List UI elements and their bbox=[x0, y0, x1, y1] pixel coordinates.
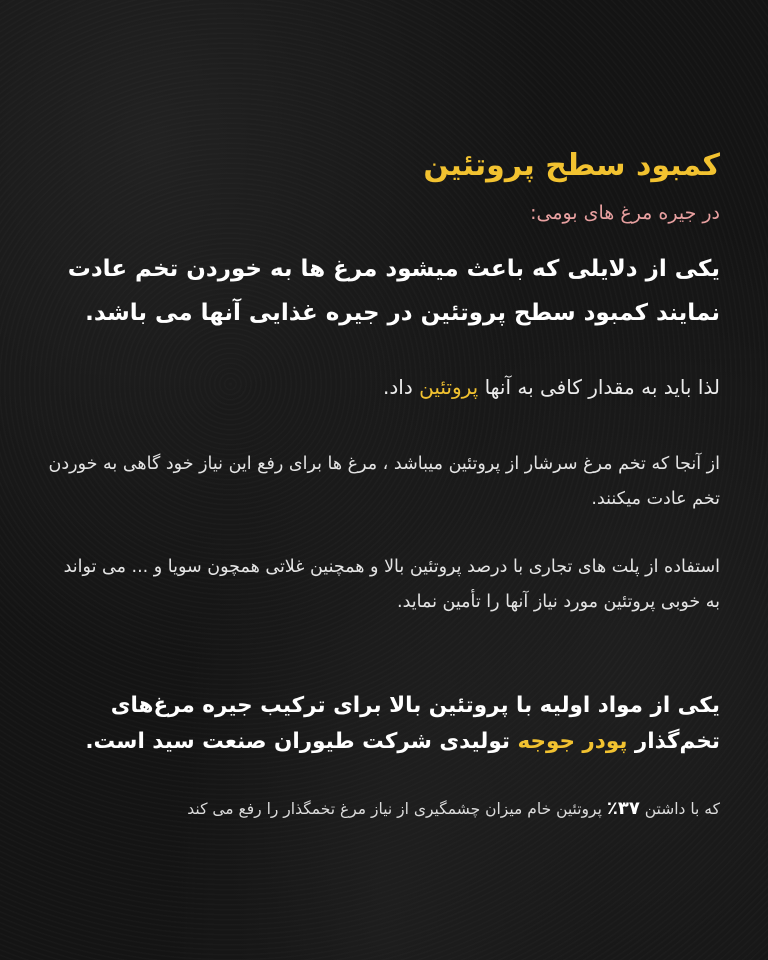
footer-note-before: که با داشتن bbox=[639, 800, 720, 818]
product-highlight: پودر جوجه bbox=[517, 729, 628, 754]
product-paragraph-before: یکی از مواد اولیه با پروتئین بالا برای ترکیب جیره مرغ‌های تخم‌گذار bbox=[110, 693, 720, 754]
lead-paragraph: یکی از دلایلی که باعث میشود مرغ ها به خوردن تخم عادت نمایند کمبود سطح پروتئین در جیره غذایی آنها می باشد. bbox=[67, 256, 720, 326]
product-paragraph-after: تولیدی شرکت طیوران صنعت سید است. bbox=[85, 729, 518, 754]
page-title: کمبود سطح پروتئین bbox=[423, 148, 720, 183]
product-paragraph bbox=[48, 688, 720, 760]
footer-note bbox=[48, 798, 720, 819]
protein-highlight: پروتئین bbox=[419, 375, 479, 399]
egg-protein-paragraph: از آنجا که تخم مرغ سرشار از پروتئین میباشد ، مرغ ها برای رفع این نیاز خود گاهی به خوردن تخم عادت میکنند. bbox=[48, 454, 720, 509]
protein-sentence-after: داد. bbox=[383, 375, 420, 399]
page-subtitle: در جیره مرغ های بومی: bbox=[530, 202, 720, 224]
protein-sentence bbox=[383, 375, 720, 399]
protein-percentage: ۳۷٪ bbox=[606, 798, 640, 819]
pellet-paragraph: استفاده از پلت های تجاری با درصد پروتئین بالا و همچنین غلاتی همچون سویا و ... می تواند به خوبی پروتئین مورد نیاز آنها را تأمین نماید. bbox=[63, 557, 720, 612]
footer-note-after: پروتئین خام میزان چشمگیری از نیاز مرغ تخمگذار را رفع می کند bbox=[187, 800, 607, 818]
protein-sentence-before: لذا باید به مقدار کافی به آنها bbox=[478, 375, 720, 399]
